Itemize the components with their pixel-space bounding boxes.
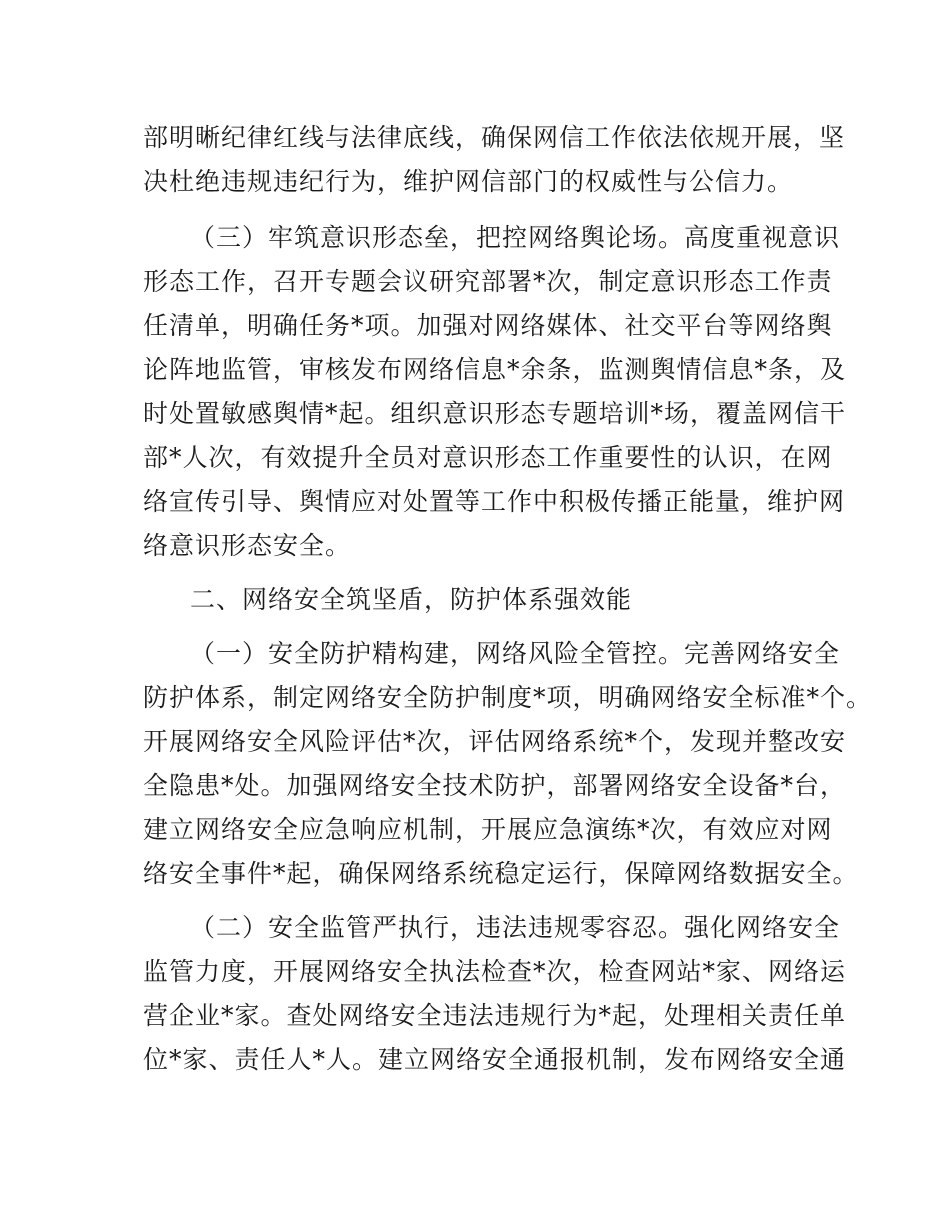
body-text-line: 决杜绝违规违纪行为，维护网信部门的权威性与公信力。 [143,167,794,196]
section-heading-1: （一）安全防护精构建，网络风险全管控。完善网络安全 [190,639,841,668]
section-heading-3: （三）牢筑意识形态垒，把控网络舆论场。高度重视意识 [190,223,841,252]
body-text-line: 时处置敏感舆情*起。组织意识形态专题培训*场，覆盖网信干 [143,399,847,428]
body-text-line: 形态工作，召开专题会议研究部署*次，制定意识形态工作责 [143,267,833,296]
body-text-line: 络安全事件*起，确保网络系统稳定运行，保障网络数据安全。 [143,859,859,888]
section-heading-2: （二）安全监管严执行，违法违规零容忍。强化网络安全 [190,913,841,942]
body-text-line: 络意识形态安全。 [143,531,352,560]
body-text-line: 论阵地监管，审核发布网络信息*余条，监测舆情信息*条，及 [143,355,847,384]
body-text-line: 全隐患*处。加强网络安全技术防护，部署网络安全设备*台， [143,771,847,800]
body-text-line: 监管力度，开展网络安全执法检查*次，检查网站*家、网络运 [143,957,847,986]
body-text-line: 开展网络安全风险评估*次，评估网络系统*个，发现并整改安 [143,727,847,756]
body-text-line: 部明晰纪律红线与法律底线，确保网信工作依法依规开展，坚 [143,123,846,152]
body-text-line: 防护体系，制定网络安全防护制度*项，明确网络安全标准*个。 [143,683,873,712]
body-text-line: 部*人次，有效提升全员对意识形态工作重要性的认识，在网 [143,443,833,472]
chapter-heading-2: 二、网络安全筑坚盾，防护体系强效能 [190,585,633,614]
body-text-line: 络宣传引导、舆情应对处置等工作中积极传播正能量，维护网 [143,487,846,516]
body-text-line: 建立网络安全应急响应机制，开展应急演练*次，有效应对网 [143,815,833,844]
body-text-line: 位*家、责任人*人。建立网络安全通报机制，发布网络安全通 [143,1045,847,1074]
body-text-line: 营企业*家。查处网络安全违法违规行为*起，处理相关责任单 [143,1001,847,1030]
body-text-line: 任清单，明确任务*项。加强对网络媒体、社交平台等网络舆 [143,311,833,340]
